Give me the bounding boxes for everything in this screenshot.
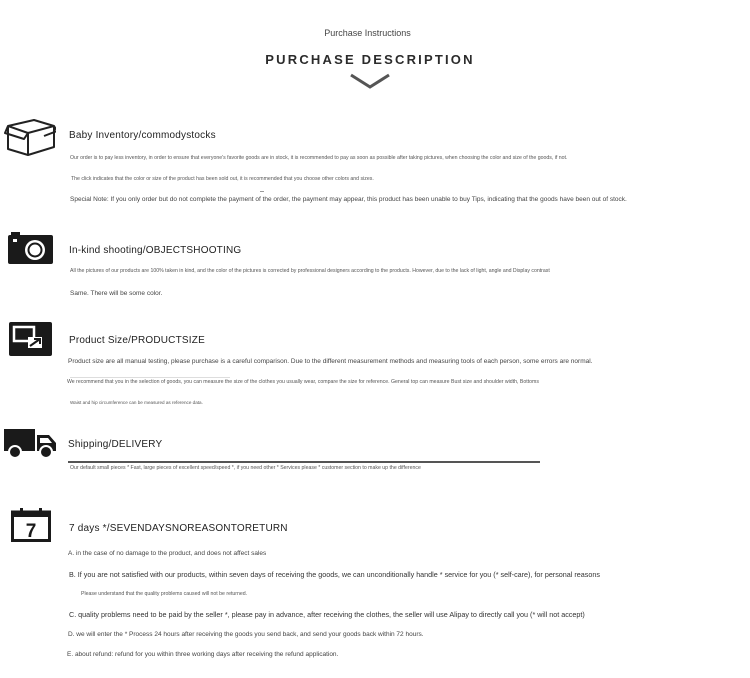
returns-line-6: E. about refund: refund for you within three working days after receiving the refund application. bbox=[67, 651, 339, 658]
scan-artifact bbox=[68, 461, 540, 463]
scan-artifact bbox=[260, 191, 264, 192]
shipping-line-1: Our default small pieces * Fast, large pieces of excellent speed/speed *, if you need other * Services please * customer section to make up the difference bbox=[70, 465, 421, 471]
section-title-shipping: Shipping/DELIVERY bbox=[68, 439, 163, 450]
box-icon bbox=[4, 117, 56, 157]
size-line-1: Product size are all manual testing, please purchase is a careful comparison. Due to the different measurement methods and measuring tools of each person, some errors are normal. bbox=[68, 358, 593, 365]
truck-icon bbox=[4, 429, 56, 459]
shooting-line-1: All the pictures of our products are 100% taken in kind, and the color of the pictures is corrected by professional designers according to the products. However, due to the lack of light, angle and Display contrast bbox=[70, 268, 550, 274]
section-title-size: Product Size/PRODUCTSIZE bbox=[69, 335, 205, 346]
returns-line-4: C. quality problems need to be paid by the seller *, please pay in advance, after receiving the clothes, the seller will use Alipay to directly call you (* will not accept) bbox=[69, 610, 585, 619]
resize-icon bbox=[9, 322, 52, 356]
page-subtitle: Purchase Instructions bbox=[324, 28, 411, 38]
section-title-inventory: Baby Inventory/commodystocks bbox=[69, 130, 216, 141]
size-line-2: We recommend that you in the selection of goods, you can measure the size of the clothes you usually wear, compare the size for reference. General top can measure Bust size and shoulder width, Bottoms bbox=[67, 379, 539, 385]
returns-line-2: B. If you are not satisfied with our products, within seven days of receiving the goods, we can unconditionally handle * service for you (* self-care), for personal reasons bbox=[69, 570, 600, 579]
returns-line-3: Please understand that the quality problems caused will not be returned. bbox=[81, 591, 248, 597]
returns-line-5: D. we will enter the * Process 24 hours after receiving the goods you send back, and send your goods back within 72 hours. bbox=[68, 631, 424, 638]
returns-line-1: A. in the case of no damage to the product, and does not affect sales bbox=[68, 550, 267, 557]
section-title-returns: 7 days */SEVENDAYSNOREASONTORETURN bbox=[69, 523, 288, 534]
scan-artifact bbox=[70, 377, 230, 378]
inventory-line-3: Special Note: If you only order but do not complete the payment of the order, the payment may appear, this product has been unable to buy Tips, indicating that the goods have been out of stock. bbox=[70, 196, 627, 203]
page-title: PURCHASE DESCRIPTION bbox=[265, 52, 475, 67]
calendar-7-icon bbox=[11, 508, 51, 542]
chevron-down-icon bbox=[349, 70, 391, 90]
inventory-line-2: The click indicates that the color or size of the product has been sold out, it is recommended that you choose other colors and sizes. bbox=[71, 176, 374, 182]
camera-icon bbox=[8, 232, 53, 264]
calendar-number: 7 bbox=[25, 521, 37, 542]
size-line-3: Waist and hip circumference can be measured as reference data. bbox=[70, 400, 203, 405]
shooting-line-2: Same. There will be some color. bbox=[70, 290, 163, 297]
inventory-line-1: Our order is to pay less inventory, in order to ensure that everyone's favorite goods are in stock, it is recommended to pay as soon as possible after taking pictures, when choosing the color and size of the goods, if not. bbox=[70, 155, 568, 161]
section-title-shooting: In-kind shooting/OBJECTSHOOTING bbox=[69, 245, 242, 256]
